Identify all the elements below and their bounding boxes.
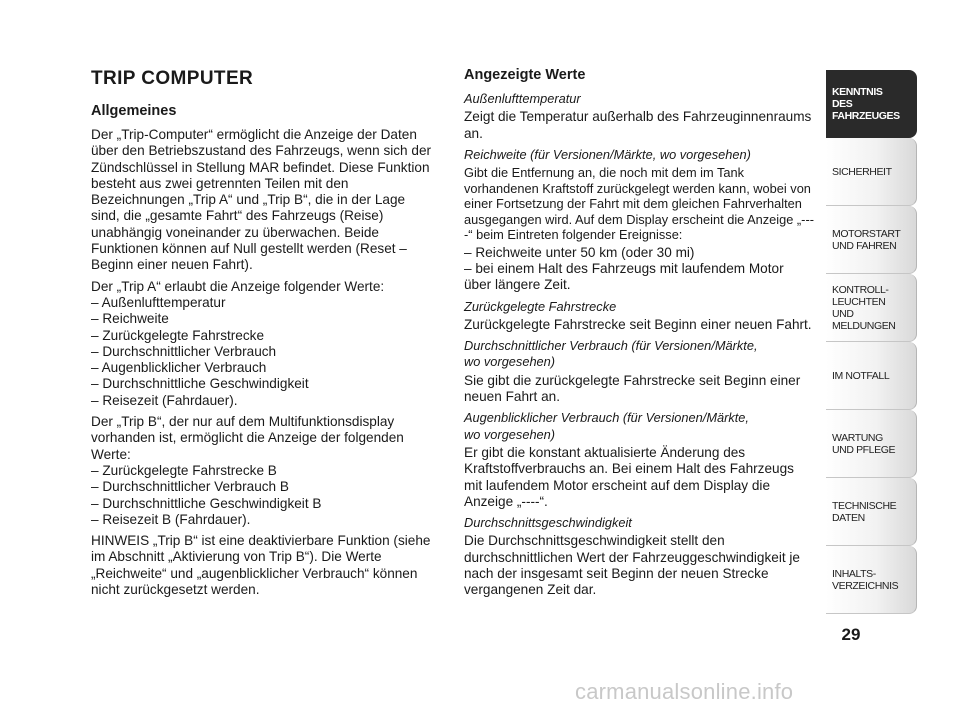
page-title: TRIP COMPUTER [91,68,254,89]
distance-text: Zurückgelegte Fahrstrecke seit Beginn einer neuen Fahrt. [464,316,812,332]
list-item: – Durchschnittliche Geschwindigkeit [91,376,309,392]
intro-paragraph: Der „Trip-Computer“ ermöglicht die Anzeige der Daten über den Betriebszustand des Fahrzeugs, wenn sich der Zündschlüssel in Stellung MAR befindet. Diese Funktion besteht aus zwei getrennten Teilen mit den Bezeichnungen „Trip A“ und „Trip B“, die in der Lage sind, die „gesamte Fahrt“ des Fahrzeugs (Reise) unabhängig voneinander zu überwachen. Beide Funktionen können auf Null gestellt werden (Reset – Beginn einer neuen Fahrt). [91,127,432,273]
tab-kontrollleuchten-und-meldungen[interactable] [826,274,917,342]
list-item: – Zurückgelegte Fahrstrecke [91,327,265,343]
list-item: – Durchschnittlicher Verbrauch B [91,479,289,495]
trip-b-intro: Der „Trip B“, der nur auf dem Multifunktionsdisplay vorhanden ist, ermöglicht die Anzeige der folgenden Werte: [91,414,404,462]
avg-consumption-heading-line-2: wo vorgesehen) [464,354,556,370]
temp-text: Zeigt die Temperatur außerhalb des Fahrzeuginnenraums an. [464,109,812,141]
tab-sicherheit[interactable] [826,138,917,206]
trip-a-intro: Der „Trip A“ erlaubt die Anzeige folgender Werte: [91,278,385,294]
list-item: – Zurückgelegte Fahrstrecke B [91,462,277,478]
tab-inhaltsverzeichnis[interactable] [826,546,917,614]
tab-kenntnis-des-fahrzeuges[interactable] [826,70,917,138]
section-heading-values: Angezeigte Werte [464,67,586,83]
watermark: carmanualsonline.info [575,679,794,704]
tab-technische-daten[interactable] [826,478,917,546]
distance-heading: Zurückgelegte Fahrstrecke [464,298,617,314]
range-text: Gibt die Entfernung an, die noch mit dem im Tank vorhandenen Kraftstoff zurückgelegt werden kann, wobei von einer Fortsetzung der Fahrt mit dem gleichen Fahrverhalten ausgegangen wird. Auf dem Display erscheint die Anzeige „----“ beim Eintreten folgender Ereignisse: [464,165,814,243]
list-item: – Außenlufttemperatur [91,294,226,310]
tab-label: IM NOTFALL [832,369,890,382]
tab-label: TECHNISCHE DATEN [832,499,897,524]
tab-label: INHALTS- VERZEICHNIS [832,567,899,592]
tab-im-notfall[interactable] [826,342,917,410]
avg-consumption-text: Sie gibt die zurückgelegte Fahrstrecke seit Beginn einer neuen Fahrt an. [464,372,801,405]
tab-label: KONTROLL- LEUCHTEN UND MELDUNGEN [832,283,896,332]
list-item: – bei einem Halt des Fahrzeugs mit laufendem Motor über längere Zeit. [464,260,784,293]
avg-consumption-heading-line-1: Durchschnittlicher Verbrauch (für Versionen/Märkte, [464,338,758,354]
inst-consumption-text: Er gibt die konstant aktualisierte Änderung des Kraftstoffverbrauchs an. Bei einem Halt des Fahrzeugs mit laufendem Motor erscheint auf dem Display die Anzeige „----“. [464,444,794,509]
list-item: – Durchschnittliche Geschwindigkeit B [91,495,322,511]
page-number: 29 [841,625,861,644]
temp-heading: Außenlufttemperatur [464,91,581,106]
list-item: – Reisezeit B (Fahrdauer). [91,511,251,527]
left-column [91,66,436,603]
list-item: – Augenblicklicher Verbrauch [91,360,267,376]
tab-wartung-und-pflege[interactable] [826,410,917,478]
tab-label: SICHERHEIT [832,165,892,178]
inst-consumption-heading-line-2: wo vorgesehen) [464,426,556,442]
list-item: – Reisezeit (Fahrdauer). [91,392,238,408]
tab-motorstart-und-fahren[interactable] [826,206,917,274]
trip-a-list [91,295,436,409]
range-heading: Reichweite (für Versionen/Märkte, wo vorgesehen) [464,146,751,162]
list-item: – Reichweite unter 50 km (oder 30 mi) [464,244,695,260]
tab-label: WARTUNG UND PFLEGE [832,431,896,456]
tab-label: MOTORSTART UND FAHREN [832,227,901,252]
list-item: – Durchschnittlicher Verbrauch [91,343,277,359]
inst-consumption-heading-line-1: Augenblicklicher Verbrauch (für Versionen/Märkte, [464,410,749,426]
section-heading-general: Allgemeines [91,103,177,119]
list-item: – Reichweite [91,311,169,327]
note-paragraph: HINWEIS „Trip B“ ist eine deaktivierbare Funktion (siehe im Abschnitt „Aktivierung von Trip B“). Die Werte „Reichweite“ und „augenblicklicher Verbrauch“ können nicht zurückgesetzt werden. [91,533,431,598]
avg-speed-text: Die Durchschnittsgeschwindigkeit stellt den durchschnittlichen Wert der Fahrzeuggeschwindigkeit je nach der insgesamt seit Beginn der neuen Strecke vergangenen Zeit dar. [464,533,800,598]
avg-speed-heading: Durchschnittsgeschwindigkeit [464,515,632,531]
right-column [464,66,814,604]
tab-label: KENNTNIS DES FAHRZEUGES [832,86,900,122]
chapter-tabs [826,70,917,614]
trip-b-list [91,463,436,528]
